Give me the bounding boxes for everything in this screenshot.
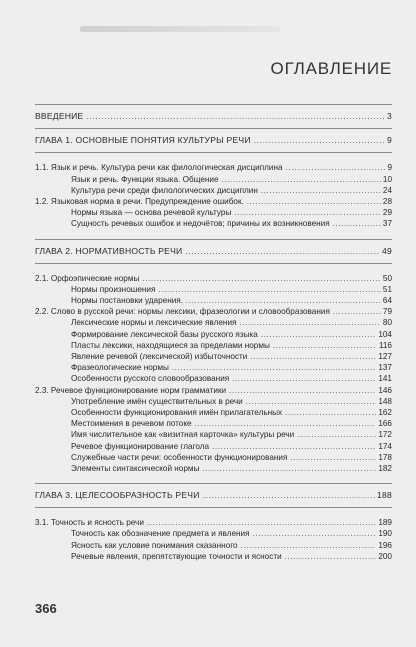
toc-entry-title: 2.2. Слово в русской речи: нормы лексики, фразеологии и словообразования ..... [35,306,381,317]
toc-entry-subsection [35,407,392,418]
toc-entry-subsection [35,284,392,295]
toc-entry-title: Точность как обозначение предмета и явления ..... [35,528,376,539]
toc-entry-title: Нормы произношения ..... [35,284,381,295]
toc-entry-section-2-1 [35,273,392,284]
toc-entry-page: 174 [378,441,392,451]
toc-entry-title: Фразеологические нормы ..... [35,362,376,373]
toc-entry-subsection [35,207,392,218]
toc-entry-page: 49 [382,245,392,256]
toc-entry-title: 3.1. Точность и ясность речи ..... [35,517,376,528]
toc-entry-subsection [35,418,392,429]
bleed-through-text [80,26,280,32]
toc-entry-page: 182 [378,463,392,473]
toc-entry-title: Особенности функционирования имён прилагательных ..... [35,407,376,418]
toc-entry-title: 1.2. Языковая норма в речи. Предупреждение ошибок. ..... [35,196,381,207]
toc-entry-subsection [35,528,392,539]
toc-entry-subsection [35,351,392,362]
toc-entry-page: 162 [378,407,392,417]
toc-entry-page: 28 [382,196,392,206]
table-of-contents [35,104,392,562]
toc-entry-title: Служебные части речи: особенности функционирования ..... [35,452,376,463]
toc-entry-page: 190 [378,529,392,539]
toc-entry-intro [35,111,392,122]
toc-entry-subsection [35,452,392,463]
toc-entry-page: 29 [382,208,392,218]
toc-entry-subsection [35,317,392,328]
toc-entry-title: Формирование лексической базы русского языка ..... [35,329,376,340]
toc-entry-subsection [35,295,392,306]
toc-entry-title: Пласты лексики, находящиеся за пределами нормы ..... [35,340,377,351]
toc-entry-page: 9 [387,163,392,173]
page-title: ОГЛАВЛЕНИЕ [270,59,392,78]
toc-entry-title: Элементы синтаксической нормы ..... [35,463,376,474]
toc-entry-title: Сущность речевых ошибок и недочётов; причины их возникновения ..... [35,218,381,229]
toc-entry-page: 188 [377,490,392,501]
toc-entry-page: 127 [378,352,392,361]
toc-entry-title: Лексические нормы и лексические явления ..... [35,317,381,328]
toc-entry-page: 50 [382,273,392,283]
toc-entry-title: Имя числительное как «визитная карточка» культуры речи ..... [35,429,376,440]
toc-entry-section-2-2 [35,306,392,317]
toc-entry-page: 9 [387,135,392,146]
toc-entry-subsection [35,174,392,185]
toc-entry-title: ГЛАВА 1. ОСНОВНЫЕ ПОНЯТИЯ КУЛЬТУРЫ РЕЧИ ..... [35,135,385,146]
toc-entry-title: Речевое функционирование глагола ..... [35,441,376,452]
toc-entry-subsection [35,551,392,562]
toc-entry-page: 200 [378,551,392,561]
toc-entry-title: Особенности русского словообразования ..... [35,373,376,384]
toc-entry-page: 79 [382,307,392,317]
toc-entry-title: ВВЕДЕНИЕ ..... [35,111,385,122]
toc-entry-page: 64 [382,296,392,306]
toc-entry-title: 1.1. Язык и речь. Культура речи как филологическая дисциплина ..... [35,162,385,173]
toc-entry-subsection [35,463,392,474]
toc-entry-page: 146 [378,385,392,395]
toc-entry-subsection [35,373,392,384]
toc-entry-title: Нормы постановки ударения. ..... [35,295,381,306]
toc-entry-subsection [35,362,392,373]
toc-entry-subsection [35,329,392,340]
page-number: 366 [35,601,57,616]
toc-entry-title: 2.3. Речевое функционирование норм грамматики ..... [35,385,376,396]
toc-entry-subsection [35,429,392,440]
toc-entry-section-2-3 [35,385,392,396]
toc-entry-page: 51 [382,284,392,294]
toc-entry-title: 2.1. Орфоэпические нормы ..... [35,273,381,284]
toc-entry-title: Ясность как условие понимания сказанного ..... [35,540,376,551]
toc-entry-page: 80 [382,318,392,328]
toc-entry-title: Язык и речь. Функции языка. Общение ..... [35,174,381,185]
toc-entry-title: Культура речи среди филологических дисциплин ..... [35,185,381,196]
toc-entry-subsection [35,396,392,407]
toc-entry-page: 116 [378,340,392,350]
toc-entry-title: Речевые явления, препятствующие точности и ясности ..... [35,551,376,562]
toc-entry-page: 172 [378,430,392,440]
toc-entry-page: 10 [382,174,392,184]
toc-entry-page: 166 [378,419,392,429]
toc-entry-section-3-1 [35,517,392,528]
toc-entry-chapter-1 [35,135,392,146]
toc-entry-page: 189 [378,518,392,528]
toc-entry-page: 178 [378,452,392,462]
toc-entry-page: 37 [382,219,392,229]
toc-entry-title: Явление речевой (лексической) избыточности ..... [35,351,376,362]
toc-entry-title: Местоимения в речевом потоке ..... [35,418,376,429]
toc-entry-page: 137 [378,363,392,373]
toc-entry-subsection [35,218,392,229]
toc-entry-page: 3 [387,111,392,121]
toc-entry-subsection [35,340,392,351]
toc-entry-subsection [35,185,392,196]
toc-entry-page: 141 [378,374,392,384]
toc-entry-chapter-2 [35,246,392,257]
toc-entry-subsection [35,540,392,551]
toc-entry-section-1-1 [35,162,392,173]
toc-entry-title: ГЛАВА 2. НОРМАТИВНОСТЬ РЕЧИ ..... [35,246,380,257]
toc-entry-title: ГЛАВА 3. ЦЕЛЕСООБРАЗНОСТЬ РЕЧИ ..... [35,490,375,501]
toc-entry-page: 24 [382,185,392,195]
toc-entry-page: 148 [378,396,392,406]
toc-entry-section-1-2 [35,196,392,207]
toc-entry-title: Нормы языка — основа речевой культуры ..... [35,207,381,218]
toc-entry-page: 104 [378,329,392,339]
toc-entry-chapter-3 [35,490,392,501]
toc-entry-subsection [35,441,392,452]
toc-entry-page: 196 [378,540,392,550]
toc-entry-title: Употребление имён существительных в речи ..... [35,396,376,407]
